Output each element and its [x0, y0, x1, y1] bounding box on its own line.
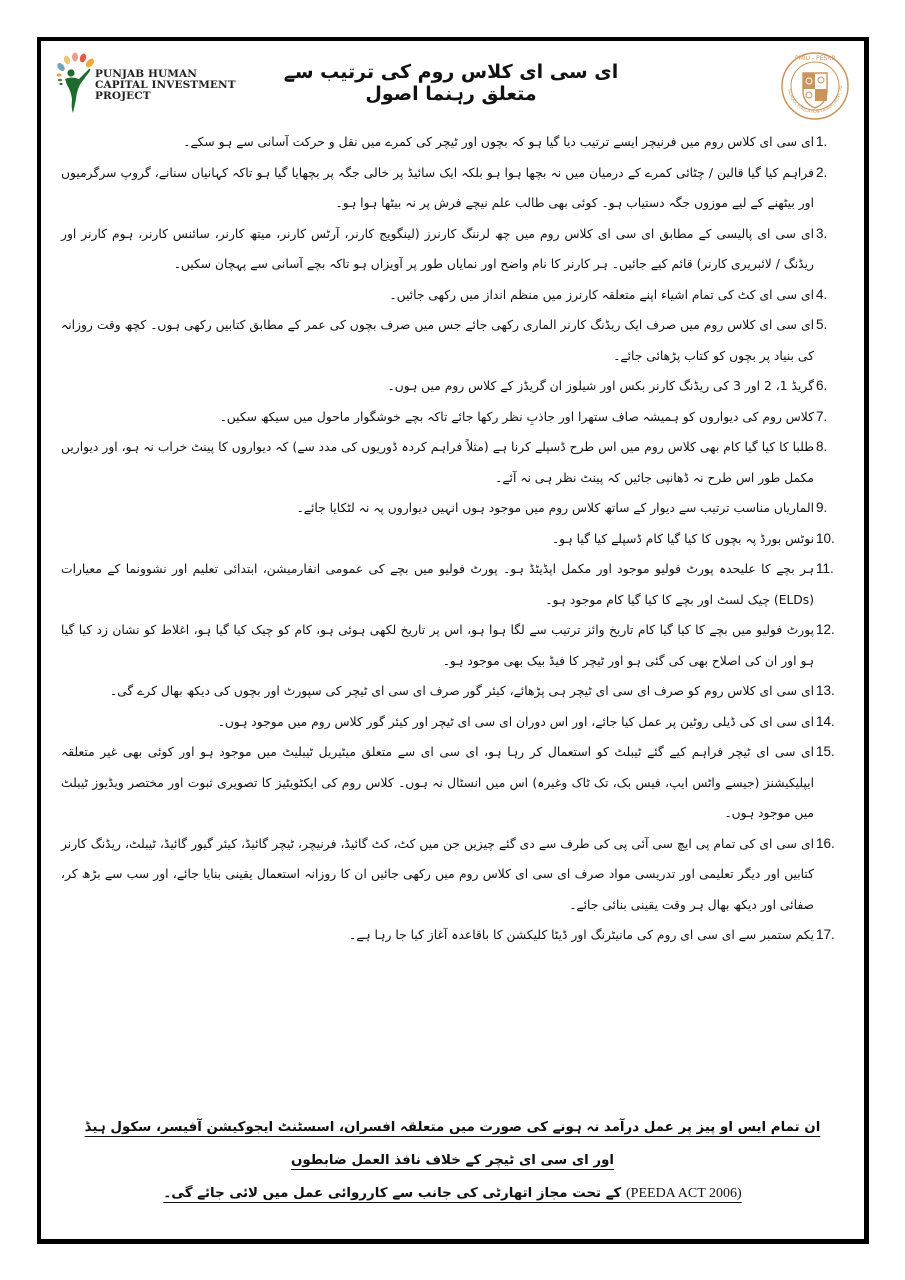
item-text: ہر بچے کا علیحدہ پورٹ فولیو موجود اور مکمل اپڈیٹڈ ہو۔ پورٹ فولیو میں بچے کی عمومی انفارمیشن، ابتدائی تعلیم اور نشوونما کے معیارات (ELDs) چیک لسٹ اور بچے کا کیا گیا کام موجود ہو۔: [61, 562, 814, 607]
list-item: [61, 127, 850, 158]
item-text: ای سی ای کٹ کی تمام اشیاء اپنے متعلقہ کارنرز میں منظم انداز میں رکھی جائیں۔: [389, 287, 814, 302]
item-number: 7.: [816, 408, 828, 424]
item-text: الماریاں مناسب ترتیب سے دیوار کے ساتھ کلاس روم میں موجود ہوں انہیں دیواروں پہ نہ لٹکایا جائے۔: [296, 501, 814, 515]
item-number: 1.: [816, 134, 828, 149]
item-text: طلبا کا کیا گیا کام بھی کلاس روم میں اس طرح ڈسپلے کرنا ہے (مثلاً فراہم کردہ ڈوریوں کی مدد سے) کہ دیواروں کا پینٹ خراب نہ ہو، اور دیواریں مکمل طور اس طرح نہ ڈھانپی جائیں کہ پینٹ نظر ہی نہ آئے۔: [61, 440, 814, 485]
list-item: [61, 554, 850, 615]
footer-act: (PEEDA ACT 2006): [626, 1186, 742, 1201]
phcip-logo-line-3: PROJECT: [95, 90, 151, 102]
list-item: [61, 158, 850, 219]
phcip-logo-line-2: CAPITAL INVESTMENT: [95, 79, 236, 91]
item-text: ای سی ای کلاس روم میں فرنیچر ایسے ترتیب دیا گیا ہو کہ بچوں اور ٹیچر کی کمرے میں نقل و حرکت آسانی سے ہو سکے۔: [183, 135, 814, 149]
item-text: ای سی ای کلاس روم کو صرف ای سی ای ٹیچر ہی پڑھائے، کیئر گور صرف ای سی ای ٹیچر کی سپورٹ اور بچوں کی دیکھ بھال کرے گی۔: [109, 684, 814, 698]
item-text: ای سی ای کی تمام پی ایچ سی آئی پی کی طرف سے دی گئے چیزیں جن میں کٹ، کٹ گائیڈ، فرنیچر، ٹیچر گائیڈ، کیئر گیور گائیڈ، ٹیبلٹ، ریڈنگ کارنر کتابیں اور دیگر تعلیمی اور تدریسی مواد صرف ای سی ای کلاس روم میں رکھی جائیں ان کا روزانہ استعمال یقینی بنایا جائے، اور سب سے بڑھ کر، صفائی اور دیکھ بھال ہر وقت یقینی بنائی جائے۔: [61, 836, 814, 912]
item-text: ای سی ای کلاس روم میں صرف ایک ریڈنگ کارنر الماری رکھی جائے جس میں صرف بچوں کی عمر کے مطابق کتابیں رکھی ہوں۔ کچھ وقت روزانہ کی بنیاد پر بچوں کو کتاب پڑھائی جائے۔: [61, 318, 814, 363]
item-text: ای سی ای کی ڈیلی روٹین پر عمل کیا جائے، اور اس دوران ای سی ای ٹیچر اور کیئر گور کلاس روم میں موجود ہوں۔: [217, 714, 814, 729]
list-item: [61, 707, 850, 738]
list-item: [61, 371, 850, 402]
guidelines-list: [61, 127, 850, 951]
item-number: 14.: [816, 713, 835, 729]
phcip-figure-icon: [53, 49, 97, 115]
seal-ring-text: SCHOOL EDUCATION DEPARTMENT, PU: [787, 85, 844, 115]
list-item: [61, 493, 850, 524]
item-number: 6.: [816, 378, 828, 393]
item-number: 17.: [816, 927, 835, 942]
phcip-logo-line-1: PUNJAB HUMAN: [95, 68, 197, 80]
item-number: 15.: [816, 744, 835, 759]
item-number: 16.: [816, 835, 835, 851]
page-title: ای سی ای کلاس روم کی ترتیب سے متعلق رہنما اصول: [283, 61, 619, 105]
item-number: 11.: [816, 561, 834, 576]
item-text: نوٹس بورڈ پہ بچوں کا کیا گیا کام ڈسپلے کیا گیا ہو۔: [551, 531, 814, 546]
item-number: 5.: [816, 317, 828, 332]
list-item: [61, 737, 850, 829]
list-item: [61, 432, 850, 493]
document-frame: [37, 37, 869, 1244]
list-item: [61, 219, 850, 280]
list-item: [61, 402, 850, 433]
footer-notice: [81, 1111, 824, 1210]
item-number: 13.: [816, 683, 835, 698]
item-number: 9.: [816, 500, 828, 515]
list-item: [61, 676, 850, 707]
item-number: 3.: [816, 225, 828, 241]
footer-line-1: ان تمام ایس او پیز پر عمل درآمد نہ ہونے کی صورت میں متعلقہ افسران، اسسٹنٹ ایجوکیشن آفیسر، سکول ہیڈ اور ای سی ای ٹیچر کے خلاف نافذ العمل ضابطوں: [84, 1120, 821, 1168]
item-text: کلاس روم کی دیواروں کو ہمیشہ صاف ستھرا اور جاذبِ نظر رکھا جائے تاکہ بچے خوشگوار ماحول میں سیکھ سکیں۔: [219, 409, 814, 424]
list-item: [61, 829, 850, 921]
item-number: 12.: [816, 622, 835, 637]
item-text: ای سی ای ٹیچر فراہم کیے گئے ٹیبلٹ کو استعمال کر رہا ہو، ای سی ای سے متعلق میٹیریل ٹیبلیٹ میں موجود ہو اور کوئی بھی غیر متعلقہ ایپلیکیشنز (جیسے واٹس ایپ، فیس بک، تک ٹاک وغیرہ) اس میں انسٹال نہ ہوں۔ کلاس روم کی ایکٹویٹیز کا تصویری ثبوت اور مختصر ویڈیوز ٹیبلٹ میں موجود ہوں۔: [61, 745, 814, 820]
item-number: 4.: [816, 286, 828, 302]
item-number: 10.: [816, 530, 835, 546]
phcip-logo: [53, 49, 236, 119]
item-number: 2.: [816, 164, 828, 180]
footer-line-2: کے تحت مجاز اتھارٹی کی جانب سے کارروائی عمل میں لائی جائے گی۔: [163, 1186, 622, 1201]
item-text: پورٹ فولیو میں بچے کا کیا گیا کام تاریخ وائز ترتیب سے لگا ہوا ہو، اس پر تاریخ لکھی ہوئی ہو، کام کو چیک کیا گیا ہو، اغلاط کو نشان زد کیا گیا ہو اور ان کی اصلاح بھی کی گئی ہو اور ٹیچر کا فیڈ بیک بھی موجود ہو۔: [61, 623, 814, 668]
list-item: [61, 310, 850, 371]
list-item: [61, 280, 850, 311]
seal-top-text: PMIU - PESRP: [795, 55, 835, 62]
item-text: ای سی ای پالیسی کے مطابق ای سی ای کلاس روم میں چھ لرننگ کارنرز (لینگویج کارنر، آرٹس کارنر، میتھ کارنر، سائنس کارنر، ہوم کارنر اور ریڈنگ / لائبریری کارنر) قائم کیے جائیں۔ ہر کارنر کا نام واضح اور نمایاں طور پر آویزاں ہو تاکہ بچے آسانی سے پہچان سکیں۔: [61, 226, 814, 271]
list-item: [61, 524, 850, 555]
list-item: [61, 615, 850, 676]
seal-icon: [780, 51, 850, 121]
item-text: گریڈ 1، 2 اور 3 کی ریڈنگ کارنر بکس اور شیلوز ان گریڈز کے کلاس روم میں ہوں۔: [387, 379, 814, 393]
item-number: 8.: [816, 439, 828, 454]
pmiu-pesrp-seal: [780, 51, 850, 121]
item-text: فراہم کیا گیا قالین / چٹائی کمرے کے درمیان میں نہ بچھا ہوا ہو بلکہ ایک سائیڈ پر خالی جگہ پر بچھایا گیا ہو تاکہ کہانیاں سنانے، گروپ سرگرمیوں اور بیٹھنے کے لیے موزوں جگہ دستیاب ہو۔ کوئی بھی طالب علم نیچے فرش پر نہ بیٹھا ہوا ہو۔: [61, 165, 814, 210]
list-item: [61, 920, 850, 951]
item-text: یکم ستمبر سے ای سی ای روم کی مانیٹرنگ اور ڈیٹا کلیکشن کا باقاعدہ آغاز کیا جا رہا ہے۔: [349, 928, 814, 942]
